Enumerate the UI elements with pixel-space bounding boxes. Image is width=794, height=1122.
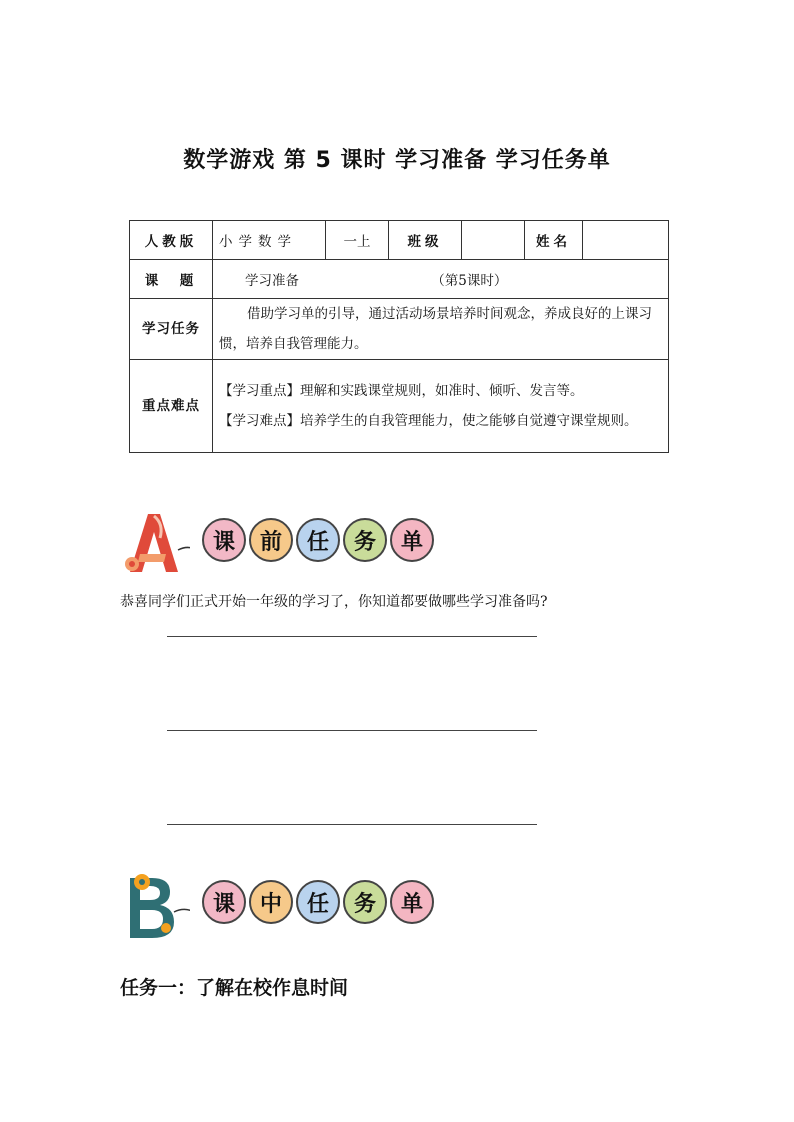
section-a-char: 课 — [202, 518, 246, 562]
topic-value: 学习准备 — [245, 273, 299, 289]
answer-line[interactable] — [167, 730, 537, 731]
name-value-field[interactable] — [583, 221, 669, 260]
subject-cell: 小学数学 — [213, 221, 326, 260]
class-label: 班级 — [389, 221, 462, 260]
section-b-char: 单 — [390, 880, 434, 924]
topic-cell — [213, 260, 669, 299]
name-label: 姓名 — [525, 221, 583, 260]
section-a-char: 前 — [249, 518, 293, 562]
pre-class-question: 恭喜同学们正式开始一年级的学习了，你知道都要做哪些学习准备吗? — [120, 594, 548, 610]
task-one-heading: 任务一：了解在校作息时间 — [120, 977, 349, 999]
letter-a-icon — [120, 510, 190, 580]
section-a-char: 单 — [390, 518, 434, 562]
key-points-label: 重点难点 — [130, 360, 213, 453]
topic-label: 课 题 — [130, 260, 213, 299]
answer-line[interactable] — [167, 824, 537, 825]
lesson-info-table — [129, 220, 669, 453]
letter-b-icon — [120, 872, 190, 942]
lesson-number: （第5课时） — [431, 273, 508, 289]
task-label: 学习任务 — [130, 299, 213, 360]
key-point: 【学习重点】理解和实践课堂规则，如准时、倾听、发言等。 — [219, 383, 584, 399]
publisher-cell: 人教版 — [130, 221, 213, 260]
key-points-cell — [213, 360, 669, 453]
section-b-char: 中 — [249, 880, 293, 924]
page-title: 数学游戏 第 5 课时 学习准备 学习任务单 — [183, 148, 611, 173]
section-a-char: 务 — [343, 518, 387, 562]
grade-cell: 一上 — [326, 221, 389, 260]
class-value-field[interactable] — [462, 221, 525, 260]
section-b-char: 任 — [296, 880, 340, 924]
section-b-char: 务 — [343, 880, 387, 924]
difficult-point: 【学习难点】培养学生的自我管理能力，使之能够自觉遵守课堂规则。 — [219, 413, 638, 429]
section-a-banner — [120, 510, 440, 580]
section-b-char: 课 — [202, 880, 246, 924]
answer-line[interactable] — [167, 636, 537, 637]
section-b-title — [202, 880, 437, 924]
section-b-banner — [120, 872, 440, 942]
task-value: 借助学习单的引导，通过活动场景培养时间观念，养成良好的上课习惯，培养自我管理能力。 — [213, 299, 669, 360]
section-a-title — [202, 518, 437, 562]
section-a-char: 任 — [296, 518, 340, 562]
